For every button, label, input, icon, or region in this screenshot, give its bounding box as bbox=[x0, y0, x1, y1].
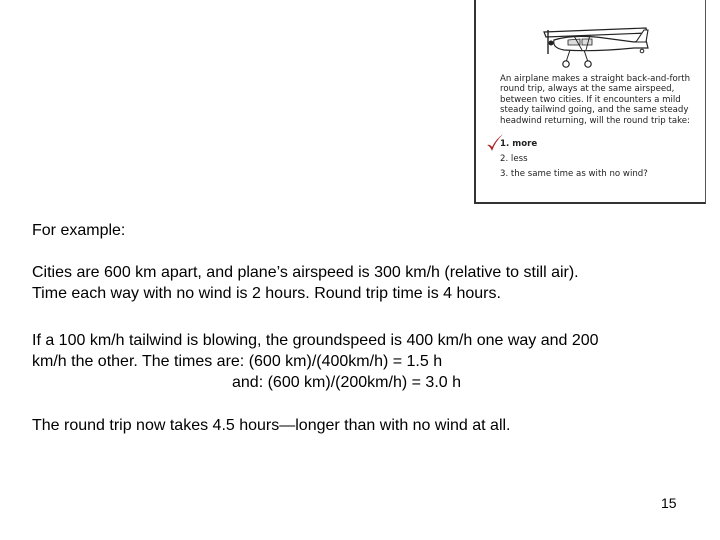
paragraph-no-wind bbox=[32, 262, 692, 304]
paragraph-with-wind bbox=[32, 330, 692, 393]
page-number: 15 bbox=[661, 495, 677, 511]
paragraph-conclusion bbox=[32, 415, 692, 436]
example-heading-block bbox=[32, 220, 692, 241]
paragraph-line: km/h the other. The times are: (600 km)/(400km/h) = 1.5 h bbox=[32, 353, 443, 370]
paragraph-line: and: (600 km)/(200km/h) = 3.0 h bbox=[232, 374, 461, 391]
answer-options bbox=[500, 137, 700, 182]
answer-option-more: 1. more bbox=[500, 139, 538, 149]
paragraph-line: Cities are 600 km apart, and plane’s airspeed is 300 km/h (relative to still air). bbox=[32, 264, 579, 281]
question-text bbox=[500, 74, 700, 126]
question-line: round trip, always at the same airspeed, bbox=[500, 84, 675, 95]
example-heading: For example: bbox=[32, 222, 126, 239]
paragraph-line: The round trip now takes 4.5 hours—longer than with no wind at all. bbox=[32, 417, 511, 434]
question-line: headwind returning, will the round trip take: bbox=[500, 115, 690, 126]
paragraph-line: Time each way with no wind is 2 hours. Round trip time is 4 hours. bbox=[32, 285, 501, 302]
answer-option-same: 3. the same time as with no wind? bbox=[500, 169, 648, 179]
question-line: An airplane makes a straight back-and-forth bbox=[500, 74, 691, 84]
answer-option-less: 2. less bbox=[500, 154, 528, 164]
question-line: steady tailwind going, and the same steady bbox=[500, 105, 689, 116]
paragraph-line: If a 100 km/h tailwind is blowing, the groundspeed is 400 km/h one way and 200 bbox=[32, 332, 599, 349]
question-figure bbox=[474, 0, 706, 204]
airplane-illustration bbox=[534, 18, 654, 76]
question-line: between two cities. If it encounters a mild bbox=[500, 94, 681, 105]
